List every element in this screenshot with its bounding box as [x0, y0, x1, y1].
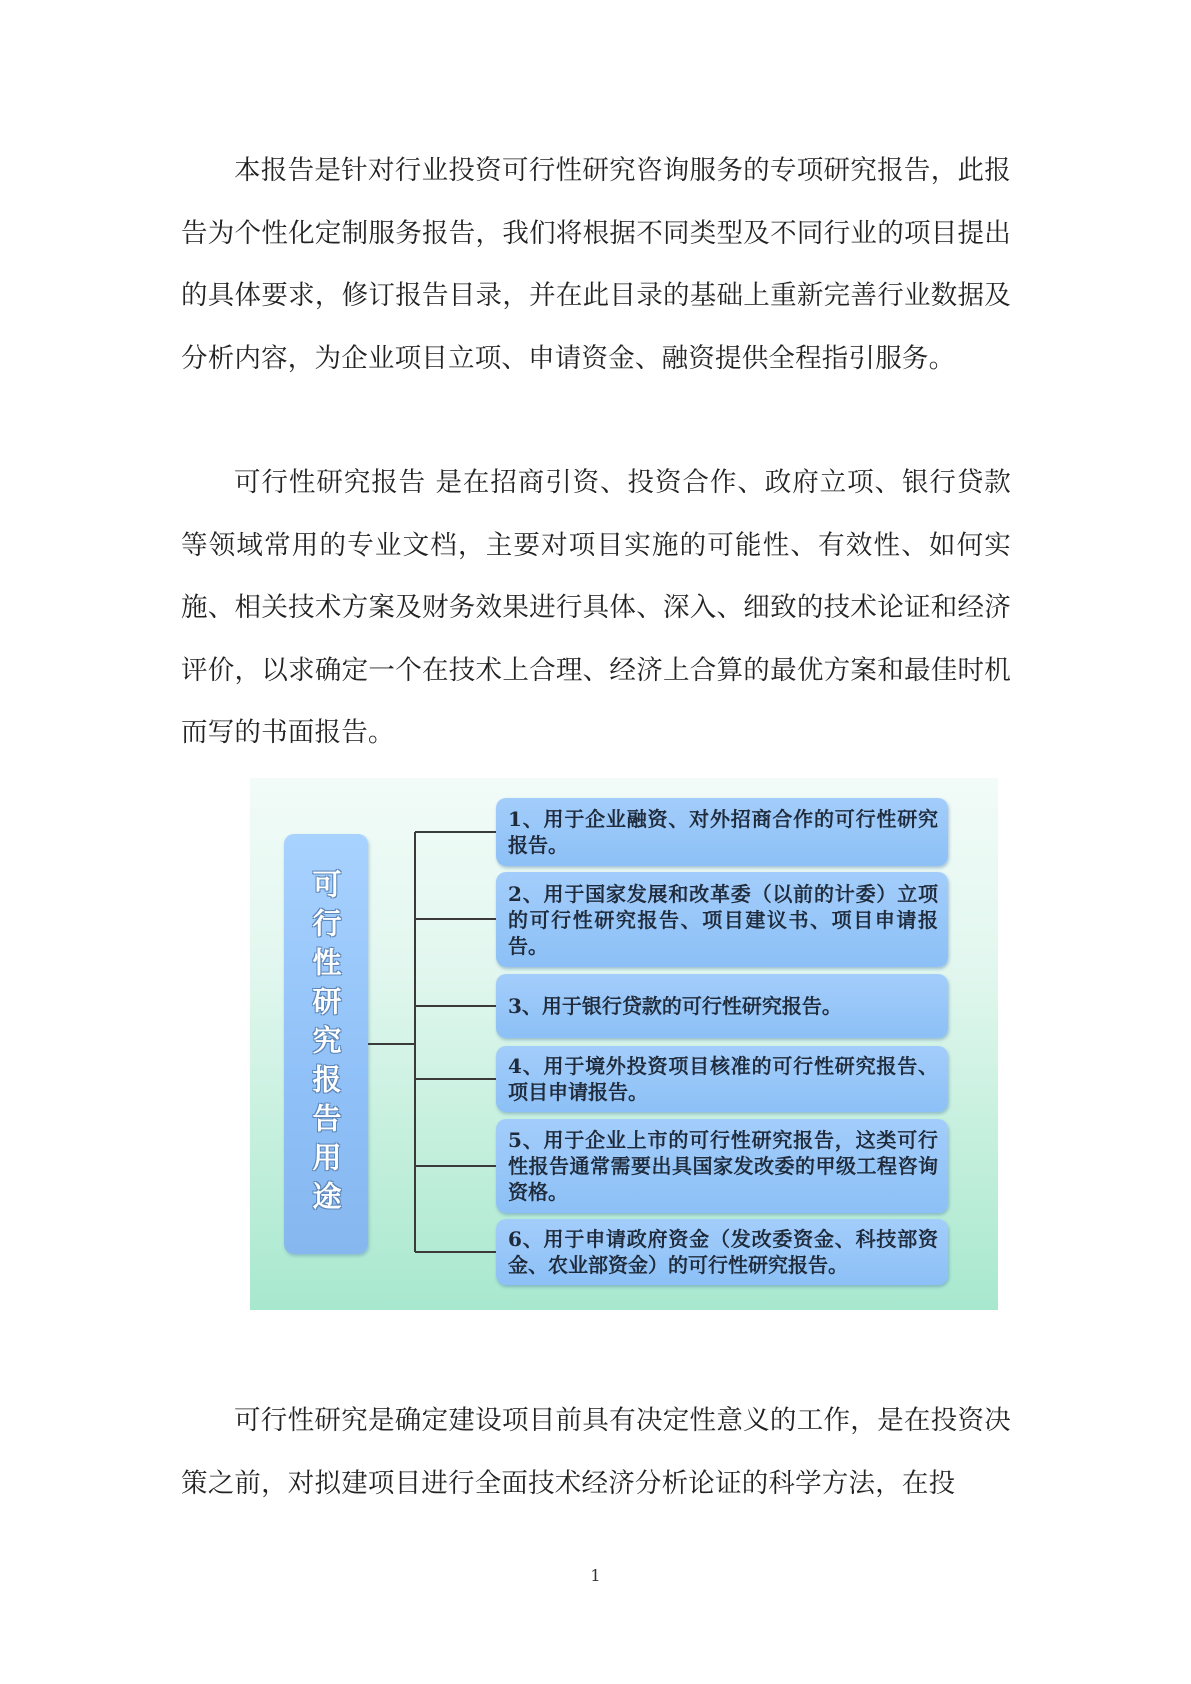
diagram-item-4 — [496, 1046, 948, 1112]
report-usage-diagram — [250, 778, 998, 1310]
diagram-item-1 — [496, 798, 948, 866]
diagram-item-6-text: 6、用于申请政府资金（发改委资金、科技部资金、农业部资金）的可行性研究报告。 — [508, 1227, 938, 1277]
diagram-item-1-text: 1、用于企业融资、对外招商合作的可行性研究报告。 — [508, 807, 938, 857]
diagram-item-3 — [496, 974, 948, 1038]
diagram-item-4-text: 4、用于境外投资项目核准的可行性研究报告、项目申请报告。 — [508, 1054, 938, 1104]
diagram-item-5 — [496, 1119, 948, 1213]
diagram-root-label: 可行性研究报告用途 — [308, 868, 343, 1220]
diagram-item-3-text: 3、用于银行贷款的可行性研究报告。 — [508, 994, 842, 1018]
paragraph-feasibility: 可行性研究是确定建设项目前具有决定性意义的工作，是在投资决策之前，对拟建项目进行全面技术经济分析论证的科学方法，在投 — [181, 1405, 1011, 1499]
diagram-item-2 — [496, 872, 948, 967]
paragraph-intro: 本报告是针对行业投资可行性研究咨询服务的专项研究报告，此报告为个性化定制服务报告，我们将根据不同类型及不同行业的项目提出的具体要求，修订报告目录，并在此目录的基础上重新完善行业数据及分析内容，为企业项目立项、申请资金、融资提供全程指引服务。 — [181, 155, 1011, 374]
diagram-root-box — [284, 834, 368, 1254]
diagram-item-2-text: 2、用于国家发展和改革委（以前的计委）立项的可行性研究报告、项目建议书、项目申请报告。 — [508, 881, 938, 958]
page-number: 1 — [590, 1566, 601, 1585]
paragraph-definition: 可行性研究报告 是在招商引资、投资合作、政府立项、银行贷款等领域常用的专业文档，主要对项目实施的可能性、有效性、如何实施、相关技术方案及财务效果进行具体、深入、细致的技术论证和经济评价，以求确定一个在技术上合理、经济上合算的最优方案和最佳时机而写的书面报告。 — [181, 467, 1011, 748]
diagram-item-6 — [496, 1219, 948, 1285]
diagram-item-5-text: 5、用于企业上市的可行性研究报告，这类可行性报告通常需要出具国家发改委的甲级工程咨询资格。 — [508, 1128, 938, 1204]
